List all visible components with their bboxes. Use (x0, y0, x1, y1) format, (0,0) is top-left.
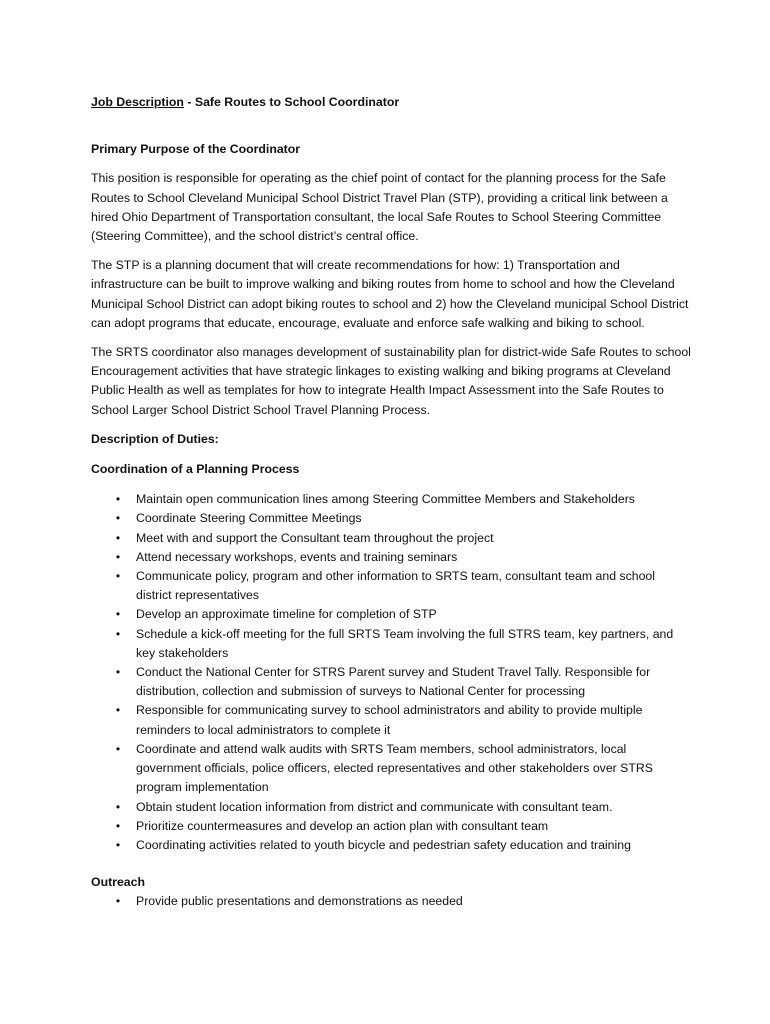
list-item: • Prioritize countermeasures and develop an action plan with consultant team (91, 817, 691, 836)
bullet-icon: • (115, 894, 121, 909)
bullet-icon: • (115, 818, 121, 833)
bullet-icon: • (115, 799, 121, 814)
coordination-heading: Coordination of a Planning Process (91, 462, 300, 477)
bullet-icon: • (115, 741, 121, 756)
list-item: • Attend necessary workshops, events and training seminars (91, 548, 691, 567)
coordination-list (91, 490, 691, 855)
list-item: • Schedule a kick-off meeting for the full SRTS Team involving the full STRS team, key partners, and key stakeholders (91, 625, 691, 663)
list-item: • Coordinate Steering Committee Meetings (91, 509, 691, 528)
title-rest: - Safe Routes to School Coordinator (183, 95, 400, 109)
list-item: • Provide public presentations and demonstrations as needed (91, 892, 691, 911)
outreach-heading: Outreach (91, 875, 145, 890)
bullet-icon: • (115, 703, 121, 718)
duties-heading: Description of Duties: (91, 431, 219, 446)
list-item: • Communicate policy, program and other information to SRTS team, consultant team and school district representatives (91, 567, 691, 605)
list-item: • Obtain student location information from district and communicate with consultant team. (91, 798, 691, 817)
purpose-paragraph: This position is responsible for operating as the chief point of contact for the planning process for the Safe Routes to School Cleveland Municipal School District Travel Plan (STP), providing a critical link between a hired Ohio Department of Transportation consultant, the local Safe Routes to School Steering Committee (Steering Committee), and the school district’s central office. (91, 171, 668, 244)
list-item: • Responsible for communicating survey to school administrators and ability to provide multiple reminders to local administrators to complete it (91, 701, 691, 739)
primary-purpose-heading: Primary Purpose of the Coordinator (91, 142, 301, 157)
bullet-icon: • (115, 569, 121, 584)
title-label: Job Description (91, 95, 184, 109)
bullet-icon: • (115, 511, 121, 526)
bullet-icon: • (115, 492, 121, 507)
list-item: • Meet with and support the Consultant team throughout the project (91, 529, 691, 548)
bullet-icon: • (115, 549, 121, 564)
list-item: • Maintain open communication lines among Steering Committee Members and Stakeholders (91, 490, 691, 509)
outreach-list (91, 892, 691, 911)
bullet-icon: • (115, 626, 121, 641)
list-item: • Coordinate and attend walk audits with SRTS Team members, school administrators, local government officials, police officers, elected representatives and other stakeholders over STRS program implementation (91, 740, 691, 798)
purpose-paragraph: The SRTS coordinator also manages development of sustainability plan for district-wide Safe Routes to school Encouragement activities that have strategic linkages to existing walking and biking programs at Cleveland Public Health as well as templates for how to integrate Health Impact Assessment into the Safe Routes to School Larger School District School Travel Planning Process. (91, 345, 691, 417)
list-item: • Coordinating activities related to youth bicycle and pedestrian safety education and training (91, 836, 691, 855)
bullet-icon: • (115, 607, 121, 622)
list-item: • Develop an approximate timeline for completion of STP (91, 605, 691, 624)
document-page (91, 93, 691, 912)
bullet-icon: • (115, 530, 121, 545)
list-item: • Conduct the National Center for STRS Parent survey and Student Travel Tally. Responsible for distribution, collection and submission of surveys to National Center for processing (91, 663, 691, 701)
bullet-icon: • (115, 837, 121, 852)
purpose-paragraph: The STP is a planning document that will create recommendations for how: 1) Transportation and infrastructure can be built to improve walking and biking routes from home to school and how the Cleveland Municipal School District can adopt biking routes to school and 2) how the Cleveland municipal School District can adopt programs that educate, encourage, evaluate and enforce safe walking and biking to school. (91, 258, 689, 330)
bullet-icon: • (115, 665, 121, 680)
page-title (91, 93, 691, 112)
